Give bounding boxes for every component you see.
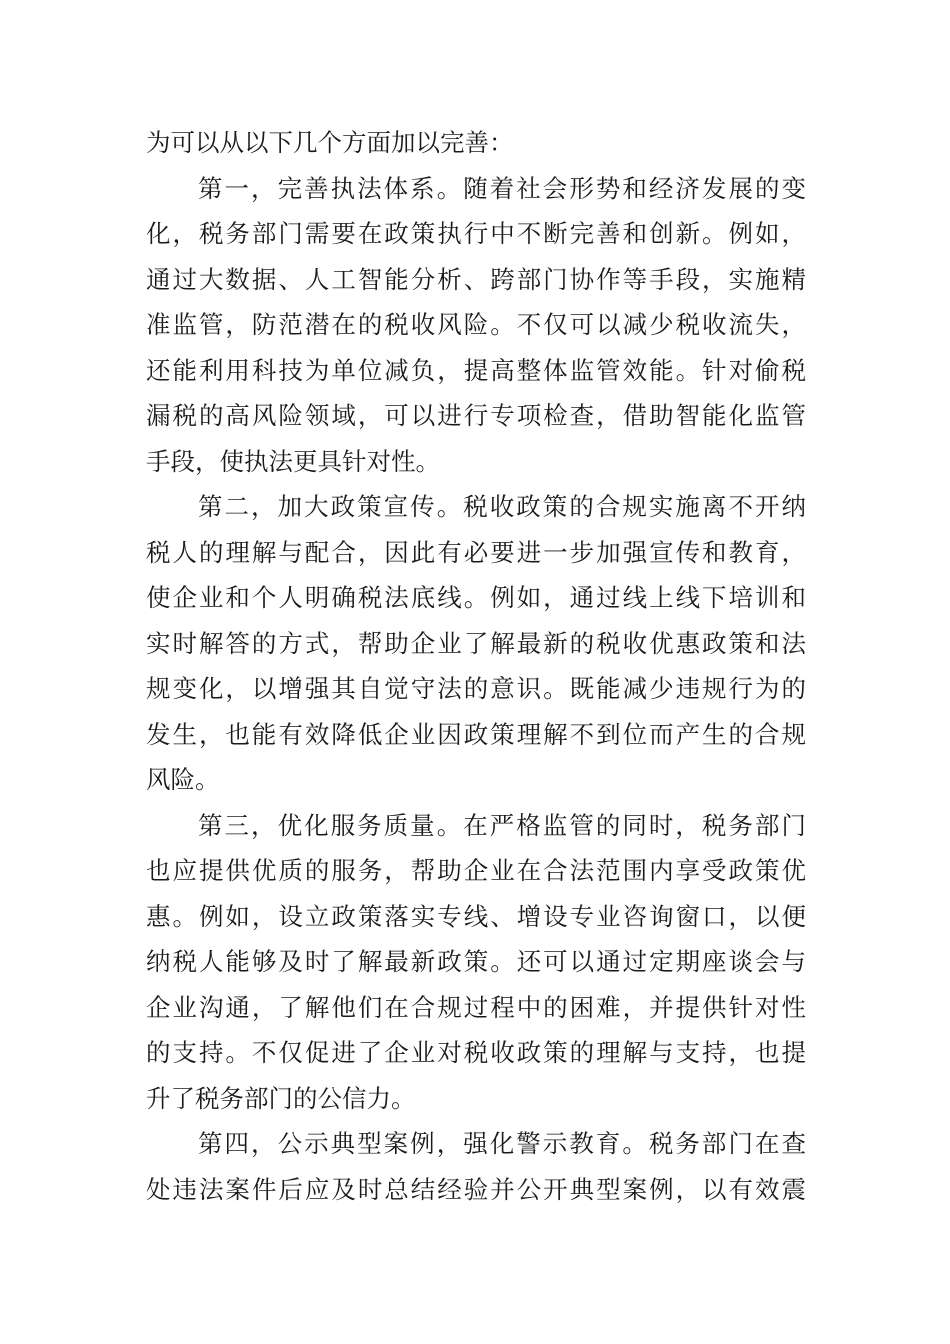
document-body [146,120,806,1212]
text-line: 升了税务部门的公信力。 [146,1083,416,1113]
text-line: 手段，使执法更具针对性。 [146,446,440,476]
text-line: 税人的理解与配合，因此有必要进一步加强宣传和教育， [146,537,806,567]
text-line: 发生，也能有效降低企业因政策理解不到位而产生的合规 [146,719,806,749]
text-line: 使企业和个人明确税法底线。例如，通过线上线下培训和 [146,583,806,612]
text-line: 企业沟通，了解他们在合规过程中的困难，并提供针对性 [146,992,806,1022]
text-line: 处违法案件后应及时总结经验并公开典型案例，以有效震 [146,1174,806,1204]
text-line: 化，税务部门需要在政策执行中不断完善和创新。例如， [146,219,806,248]
text-line: 风险。 [146,765,220,794]
paragraph-first-line: 第二，加大政策宣传。税收政策的合规实施离不开纳 [198,492,806,521]
text-line: 规变化，以增强其自觉守法的意识。既能减少违规行为的 [146,674,806,703]
text-line: 还能利用科技为单位减负，提高整体监管效能。针对偷税 [146,355,806,385]
text-line: 实时解答的方式，帮助企业了解最新的税收优惠政策和法 [146,628,806,658]
paragraph-first-line: 第三，优化服务质量。在严格监管的同时，税务部门 [198,810,806,840]
paragraph-first-line: 第四，公示典型案例，强化警示教育。税务部门在查 [198,1129,806,1158]
text-line: 为可以从以下几个方面加以完善： [146,128,514,157]
text-line: 也应提供优质的服务，帮助企业在合法范围内享受政策优 [146,856,806,885]
text-line: 漏税的高风险领域，可以进行专项检查，借助智能化监管 [146,401,806,430]
text-line: 惠。例如，设立政策落实专线、增设专业咨询窗口，以便 [146,901,806,931]
text-line: 通过大数据、人工智能分析、跨部门协作等手段，实施精 [146,264,806,294]
text-line: 纳税人能够及时了解最新政策。还可以通过定期座谈会与 [146,947,806,976]
text-line: 准监管，防范潜在的税收风险。不仅可以减少税收流失， [146,310,806,339]
paragraph-first-line: 第一，完善执法体系。随着社会形势和经济发展的变 [198,173,806,203]
text-line: 的支持。不仅促进了企业对税收政策的理解与支持，也提 [146,1038,806,1067]
